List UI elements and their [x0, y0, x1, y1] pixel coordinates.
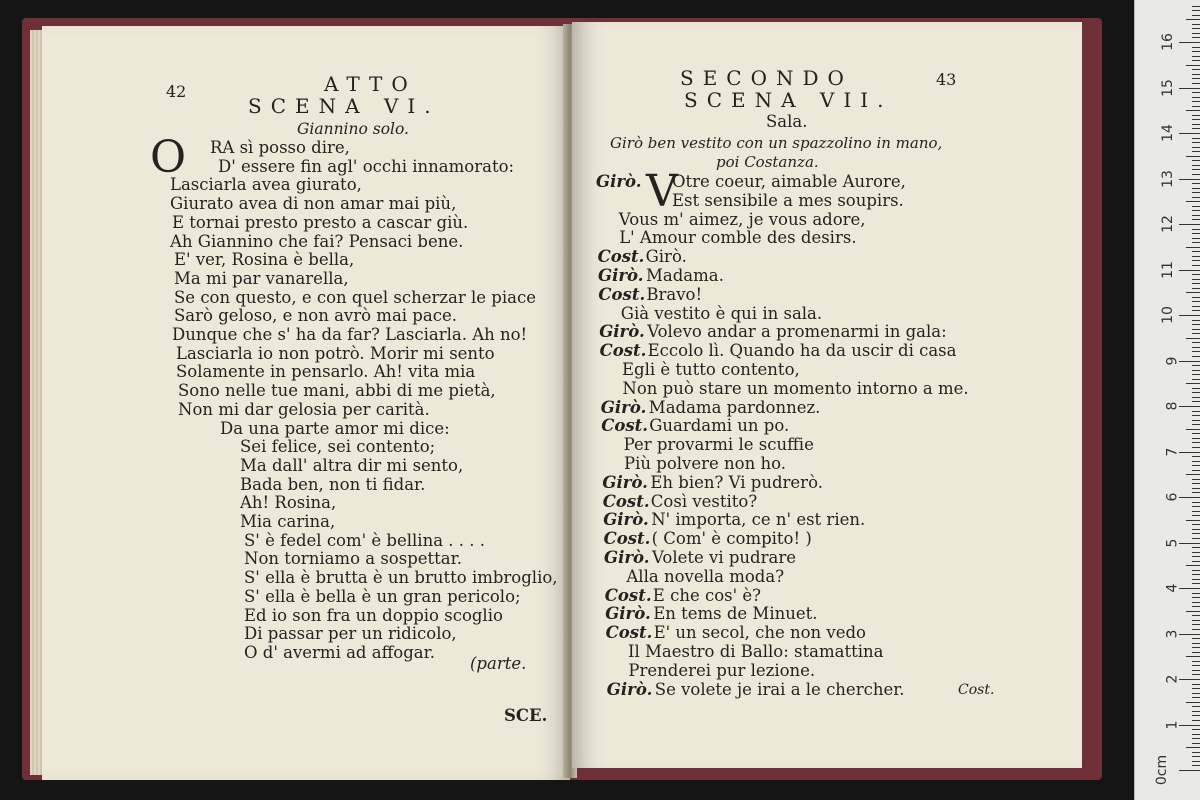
ruler-tick	[1192, 83, 1200, 84]
ruler-tick	[1192, 138, 1200, 139]
ruler-tick	[1192, 720, 1200, 721]
ruler-tick	[1192, 279, 1200, 280]
scene-setting: Sala.	[766, 112, 808, 131]
ruler-tick	[1192, 142, 1200, 143]
ruler-tick	[1192, 342, 1200, 343]
dialogue-line: Alla novella moda?	[626, 566, 785, 586]
speaker-name: Cost.	[604, 585, 652, 605]
ruler-tick	[1179, 725, 1200, 726]
ruler-tick	[1192, 15, 1200, 16]
ruler-tick	[1192, 524, 1200, 525]
ruler-tick	[1192, 579, 1200, 580]
ruler-tick	[1192, 47, 1200, 48]
ruler-tick	[1192, 215, 1200, 216]
ruler-tick	[1192, 347, 1200, 348]
ruler-tick	[1192, 620, 1200, 621]
dialogue-line: Vous m' aimez, je vous adore,	[618, 209, 866, 229]
ruler-tick	[1192, 288, 1200, 289]
ruler-tick	[1192, 37, 1200, 38]
ruler-label: 10	[1160, 306, 1177, 324]
ruler-tick	[1186, 474, 1200, 475]
ruler-tick	[1192, 124, 1200, 125]
ruler-tick	[1192, 465, 1200, 466]
ruler-tick	[1192, 711, 1200, 712]
ruler-tick	[1192, 538, 1200, 539]
ruler-label: 11	[1160, 260, 1177, 279]
verse-line: S' ella è brutta è un brutto imbroglio,	[244, 568, 558, 588]
ruler-tick	[1192, 147, 1200, 148]
ruler-tick	[1186, 565, 1200, 566]
ruler-tick	[1192, 715, 1200, 716]
ruler-tick	[1192, 374, 1200, 375]
ruler-tick	[1192, 661, 1200, 662]
dialogue-line: ( Com' è compito! )	[651, 529, 812, 549]
stage-direction: Girò ben vestito con un spazzolino in mano,	[610, 134, 943, 152]
verse-line: Se con questo, e con quel scherzar le piace	[174, 287, 536, 307]
verse-line: Di passar per un ridicolo,	[244, 624, 457, 644]
ruler-tick	[1192, 56, 1200, 57]
page-number: 43	[936, 70, 957, 89]
ruler-label: 0cm	[1153, 754, 1170, 786]
ruler-tick	[1192, 470, 1200, 471]
verse-line: RA sì posso dire,	[210, 138, 350, 157]
ruler-tick	[1179, 179, 1200, 180]
ruler-tick	[1179, 543, 1200, 544]
ruler-tick	[1192, 415, 1200, 416]
ruler-tick	[1179, 406, 1200, 407]
verse-line: Non torniamo a sospettar.	[244, 549, 462, 569]
verse-line: E tornai presto presto a cascar giù.	[172, 212, 469, 232]
ruler-tick	[1192, 28, 1200, 29]
ruler-label: 4	[1164, 583, 1181, 593]
ruler-tick	[1192, 242, 1200, 243]
drop-cap: V	[646, 166, 678, 217]
dialogue-line: E' un secol, che non vedo	[653, 623, 866, 643]
speaker-name: Girò.	[599, 322, 645, 342]
stage-direction: poi Costanza.	[716, 153, 819, 171]
scene-note: Giannino solo.	[297, 120, 409, 138]
ruler-label: 9	[1164, 356, 1181, 365]
ruler-tick	[1192, 351, 1200, 352]
ruler-tick	[1192, 306, 1200, 307]
ruler-tick	[1192, 424, 1200, 425]
ruler-tick	[1186, 110, 1200, 111]
ruler-tick	[1186, 247, 1200, 248]
dialogue-line: Eccolo lì. Quando ha da uscir di casa	[647, 341, 957, 361]
ruler-tick	[1186, 65, 1200, 66]
dialogue-line: Girò.	[645, 247, 687, 267]
ruler-tick	[1186, 383, 1200, 384]
verse-line: Sono nelle tue mani, abbi di me pietà,	[178, 381, 496, 401]
ruler-tick	[1192, 115, 1200, 116]
ruler-tick	[1192, 411, 1200, 412]
verse-line: S' ella è bella è un gran pericolo;	[244, 586, 521, 606]
ruler-tick	[1186, 19, 1200, 20]
ruler-tick	[1192, 297, 1200, 298]
ruler-tick	[1192, 602, 1200, 603]
drop-cap: O	[150, 132, 187, 183]
ruler-tick	[1192, 515, 1200, 516]
ruler-tick	[1192, 356, 1200, 357]
ruler-tick	[1192, 593, 1200, 594]
catchword: Cost.	[958, 682, 995, 698]
speaker-name: Cost.	[605, 623, 653, 643]
ruler-tick	[1186, 520, 1200, 521]
ruler-tick	[1192, 670, 1200, 671]
ruler-tick	[1192, 502, 1200, 503]
ruler-tick	[1192, 151, 1200, 152]
ruler-label: 2	[1164, 674, 1181, 684]
ruler-tick	[1192, 597, 1200, 598]
dialogue-line: Bravo!	[646, 284, 703, 304]
ruler-tick	[1192, 643, 1200, 644]
verse-line: D' essere fin agl' occhi innamorato:	[218, 156, 515, 176]
ruler-tick	[1192, 206, 1200, 207]
ruler-tick	[1192, 743, 1200, 744]
ruler-tick	[1192, 333, 1200, 334]
dialogue-line: L' Amour comble des desirs.	[619, 228, 857, 248]
ruler-tick	[1192, 488, 1200, 489]
speaker-name: Girò.	[602, 472, 648, 492]
ruler-tick	[1192, 438, 1200, 439]
ruler-tick	[1192, 684, 1200, 685]
dialogue-line: Non può stare un momento intorno a me.	[622, 378, 969, 398]
speaker-name: Girò.	[600, 397, 647, 417]
ruler-tick	[1192, 165, 1200, 166]
speaker-name: Cost.	[602, 491, 650, 511]
ruler-tick	[1179, 679, 1200, 680]
ruler-label: 1	[1164, 720, 1181, 729]
dialogue-line: N' importa, ce n' est rien.	[651, 510, 866, 530]
ruler-tick	[1186, 156, 1200, 157]
ruler-tick	[1192, 629, 1200, 630]
ruler-tick	[1192, 456, 1200, 457]
ruler-label: 15	[1160, 78, 1177, 97]
speaker-name: Cost.	[603, 529, 651, 549]
ruler-tick	[1192, 69, 1200, 70]
ruler-tick	[1192, 169, 1200, 170]
ruler-label: 6	[1164, 492, 1181, 502]
verse-line: E' ver, Rosina è bella,	[174, 250, 355, 270]
ruler-tick	[1192, 6, 1200, 7]
ruler-tick	[1192, 119, 1200, 120]
ruler-tick	[1192, 420, 1200, 421]
ruler-tick	[1192, 74, 1200, 75]
ruler-tick	[1192, 33, 1200, 34]
ruler-tick	[1192, 638, 1200, 639]
dialogue-line: E che cos' è?	[652, 585, 761, 605]
ruler-tick	[1179, 452, 1200, 453]
scene-title: SCENA VI.	[248, 94, 440, 118]
dialogue-line: Eh bien? Vi pudrerò.	[650, 472, 823, 492]
ruler-tick	[1192, 51, 1200, 52]
ruler-tick	[1192, 761, 1200, 762]
speaker-name: Cost.	[601, 416, 648, 436]
dialogue-line: Egli è tutto contento,	[622, 360, 800, 379]
ruler-tick	[1192, 738, 1200, 739]
ruler-tick	[1192, 674, 1200, 675]
dialogue-line: Guardami un po.	[649, 416, 790, 436]
ruler-tick	[1192, 570, 1200, 571]
speaker-name: Girò.	[596, 172, 642, 191]
ruler-tick	[1192, 310, 1200, 311]
ruler-tick	[1192, 265, 1200, 266]
ruler-tick	[1192, 260, 1200, 261]
ruler-tick	[1192, 251, 1200, 252]
ruler-tick	[1192, 92, 1200, 93]
verse-line: O d' avermi ad affogar.	[244, 642, 435, 662]
ruler-tick	[1192, 274, 1200, 275]
verse-line: Solamente in pensarlo. Ah! vita mia	[176, 362, 476, 382]
ruler-tick	[1192, 665, 1200, 666]
ruler-tick	[1192, 219, 1200, 220]
ruler-tick	[1192, 197, 1200, 198]
ruler-tick	[1186, 429, 1200, 430]
ruler-tick	[1179, 42, 1200, 43]
verse-line: Da una parte amor mi dice:	[220, 418, 450, 438]
ruler-tick	[1179, 497, 1200, 498]
ruler-tick	[1186, 611, 1200, 612]
dialogue-line: Il Maestro di Ballo: stamattina	[628, 642, 884, 661]
right-page	[572, 22, 1082, 768]
dialogue-line: En tems de Minuet.	[653, 604, 818, 624]
ruler-tick	[1192, 10, 1200, 11]
verse-line: Bada ben, non ti fidar.	[240, 474, 426, 494]
ruler-label: 3	[1164, 629, 1181, 638]
ruler-tick	[1192, 756, 1200, 757]
ruler-tick	[1186, 747, 1200, 748]
measuring-ruler	[1134, 0, 1200, 800]
ruler-tick	[1192, 752, 1200, 753]
ruler-tick	[1192, 583, 1200, 584]
ruler-tick	[1179, 224, 1200, 225]
ruler-tick	[1192, 329, 1200, 330]
catchword: SCE.	[504, 706, 548, 725]
ruler-tick	[1192, 78, 1200, 79]
ruler-tick	[1192, 183, 1200, 184]
dialogue-line: Volete vi pudrare	[652, 548, 796, 567]
ruler-tick	[1192, 688, 1200, 689]
page-number: 42	[166, 82, 187, 101]
dialogue-line: Otre coeur, aimable Aurore,	[672, 172, 906, 191]
ruler-tick	[1179, 361, 1200, 362]
ruler-tick	[1192, 693, 1200, 694]
verse-line: Dunque che s' ha da far? Lasciarla. Ah no!	[172, 325, 528, 344]
ruler-tick	[1192, 552, 1200, 553]
speaker-name: Cost.	[599, 341, 647, 361]
verse-line: Ah Giannino che fai? Pensaci bene.	[170, 231, 464, 251]
ruler-tick	[1179, 315, 1200, 316]
ruler-tick	[1192, 174, 1200, 175]
ruler-tick	[1192, 397, 1200, 398]
ruler-tick	[1192, 547, 1200, 548]
left-page	[42, 26, 570, 780]
ruler-tick	[1179, 588, 1200, 589]
ruler-tick	[1192, 765, 1200, 766]
ruler-tick	[1192, 533, 1200, 534]
ruler-label: 7	[1164, 447, 1181, 456]
ruler-tick	[1192, 442, 1200, 443]
ruler-tick	[1192, 433, 1200, 434]
ruler-tick	[1192, 192, 1200, 193]
ruler-tick	[1192, 392, 1200, 393]
ruler-tick	[1192, 561, 1200, 562]
exit-note: (parte.	[470, 654, 527, 673]
ruler-tick	[1192, 697, 1200, 698]
verse-line: Ma mi par vanarella,	[174, 268, 349, 288]
verse-line: S' è fedel com' è bellina . . . .	[244, 530, 486, 550]
ruler-label: 12	[1160, 215, 1177, 233]
dialogue-line: Così vestito?	[650, 491, 758, 511]
running-head: SECONDO	[680, 66, 853, 90]
speaker-name: Girò.	[598, 266, 644, 285]
ruler-label: 14	[1160, 124, 1177, 142]
ruler-tick	[1192, 229, 1200, 230]
ruler-tick	[1192, 388, 1200, 389]
scene-title: SCENA VII.	[684, 88, 893, 112]
dialogue-line: Madama.	[646, 266, 724, 285]
ruler-tick	[1192, 233, 1200, 234]
dialogue-line: Per provarmi le scuffie	[623, 435, 814, 455]
dialogue-line: Madama pardonnez.	[648, 397, 821, 417]
ruler-tick	[1192, 370, 1200, 371]
verse-line: Ed io son fra un doppio scoglio	[244, 605, 503, 625]
verse-line: Sei felice, sei contento;	[240, 437, 436, 457]
ruler-tick	[1192, 479, 1200, 480]
speaker-name: Girò.	[605, 604, 651, 624]
dialogue-line: Se volete je irai a le chercher.	[654, 679, 905, 699]
verse-line: Lasciarla io non potrò. Morir mi sento	[176, 343, 495, 363]
ruler-tick	[1186, 338, 1200, 339]
dialogue-line: Volevo andar a promenarmi in gala:	[647, 322, 947, 342]
speaker-name: Cost.	[597, 247, 645, 267]
ruler-tick	[1192, 188, 1200, 189]
ruler-tick	[1186, 292, 1200, 293]
ruler-tick	[1192, 706, 1200, 707]
ruler-tick	[1192, 647, 1200, 648]
ruler-tick	[1192, 606, 1200, 607]
ruler-tick	[1192, 379, 1200, 380]
ruler-tick	[1192, 492, 1200, 493]
speaker-name: Girò.	[606, 679, 653, 699]
ruler-tick	[1179, 88, 1200, 89]
verse-line: Sarò geloso, e non avrò mai pace.	[174, 306, 457, 326]
ruler-tick	[1186, 702, 1200, 703]
ruler-tick	[1192, 401, 1200, 402]
ruler-tick	[1186, 656, 1200, 657]
ruler-tick	[1192, 615, 1200, 616]
ruler-tick	[1192, 529, 1200, 530]
ruler-tick	[1192, 24, 1200, 25]
speaker-name: Girò.	[603, 510, 649, 530]
dialogue-line: Est sensibile a mes soupirs.	[672, 190, 904, 210]
ruler-tick	[1179, 270, 1200, 271]
ruler-tick	[1192, 283, 1200, 284]
ruler-tick	[1192, 483, 1200, 484]
ruler-tick	[1192, 320, 1200, 321]
ruler-tick	[1192, 97, 1200, 98]
ruler-tick	[1179, 634, 1200, 635]
verse-line: Mia carina,	[240, 512, 336, 531]
ruler-tick	[1179, 133, 1200, 134]
ruler-label: 5	[1164, 538, 1181, 547]
ruler-tick	[1192, 301, 1200, 302]
ruler-tick	[1192, 238, 1200, 239]
ruler-tick	[1192, 101, 1200, 102]
speaker-name: Cost.	[598, 284, 646, 304]
ruler-label: 8	[1164, 401, 1181, 411]
ruler-tick	[1192, 160, 1200, 161]
verse-line: Ma dall' altra dir mi sento,	[240, 455, 464, 475]
ruler-tick	[1192, 128, 1200, 129]
dialogue-line: Già vestito è qui in sala.	[620, 303, 823, 323]
verse-line: Non mi dar gelosia per carità.	[178, 399, 430, 419]
verse-line: Giurato avea di non amar mai più,	[170, 194, 457, 214]
verse-line: Ah! Rosina,	[240, 493, 337, 513]
speaker-name: Girò.	[604, 548, 650, 567]
ruler-tick	[1192, 734, 1200, 735]
ruler-tick	[1192, 324, 1200, 325]
ruler-tick	[1192, 210, 1200, 211]
dialogue-line: Prenderei pur lezione.	[628, 660, 816, 680]
ruler-tick	[1192, 652, 1200, 653]
ruler-tick	[1192, 461, 1200, 462]
ruler-label: 13	[1160, 169, 1177, 188]
ruler-tick	[1192, 729, 1200, 730]
ruler-tick	[1179, 770, 1200, 771]
ruler-tick	[1186, 201, 1200, 202]
verse-line: Lasciarla avea giurato,	[170, 175, 362, 195]
ruler-tick	[1192, 447, 1200, 448]
ruler-label: 16	[1160, 33, 1177, 51]
ruler-tick	[1192, 256, 1200, 257]
dialogue-line: Più polvere non ho.	[624, 454, 786, 473]
ruler-tick	[1192, 365, 1200, 366]
ruler-tick	[1192, 60, 1200, 61]
ruler-tick	[1192, 556, 1200, 557]
ruler-tick	[1192, 624, 1200, 625]
ruler-tick	[1192, 106, 1200, 107]
ruler-tick	[1192, 511, 1200, 512]
ruler-tick	[1192, 574, 1200, 575]
ruler-tick	[1192, 506, 1200, 507]
running-head: ATTO	[324, 72, 417, 96]
